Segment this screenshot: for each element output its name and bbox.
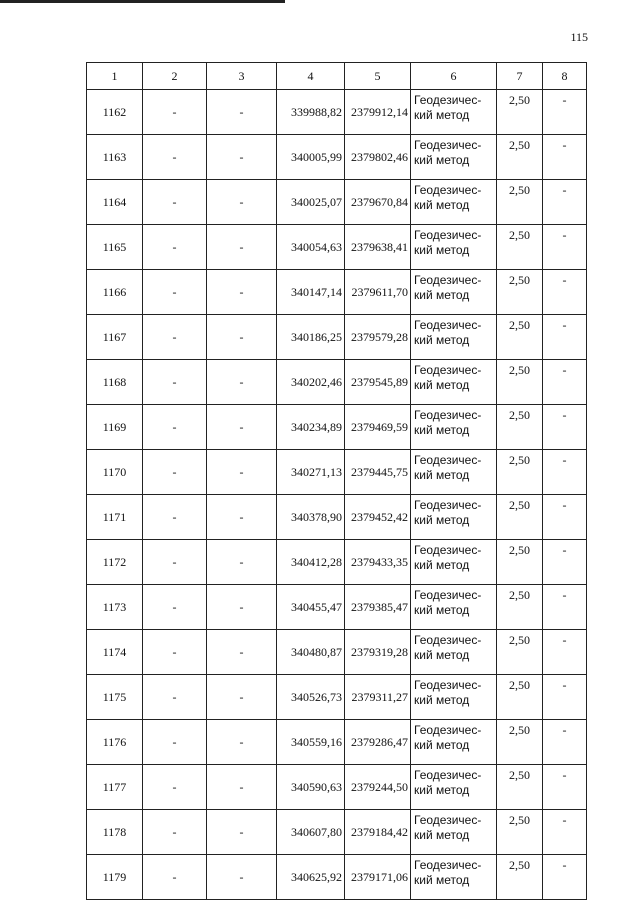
col3-value: - — [207, 540, 277, 585]
header-col-6: 6 — [411, 63, 497, 90]
precision: 2,50 — [497, 180, 543, 225]
method — [411, 540, 497, 585]
table-row — [87, 90, 587, 135]
table-row — [87, 585, 587, 630]
point-number: 1175 — [87, 675, 143, 720]
y-coordinate: 2379184,42 — [345, 810, 411, 855]
method — [411, 450, 497, 495]
table-row — [87, 135, 587, 180]
precision: 2,50 — [497, 855, 543, 900]
col8-value: - — [543, 540, 587, 585]
method-line: кий метод — [414, 243, 470, 257]
col2-value: - — [143, 765, 207, 810]
point-number: 1173 — [87, 585, 143, 630]
col3-value: - — [207, 630, 277, 675]
method-line: кий метод — [414, 333, 470, 347]
method-line: Геодезичес- — [414, 588, 482, 602]
header-col-4: 4 — [277, 63, 345, 90]
method-line: Геодезичес- — [414, 678, 482, 692]
point-number: 1168 — [87, 360, 143, 405]
y-coordinate: 2379452,42 — [345, 495, 411, 540]
y-coordinate: 2379469,59 — [345, 405, 411, 450]
point-number: 1178 — [87, 810, 143, 855]
method-line: кий метод — [414, 198, 470, 212]
method-line: Геодезичес- — [414, 543, 482, 557]
method-line: Геодезичес- — [414, 498, 482, 512]
col2-value: - — [143, 585, 207, 630]
table-row — [87, 720, 587, 765]
col8-value: - — [543, 90, 587, 135]
precision: 2,50 — [497, 90, 543, 135]
col3-value: - — [207, 405, 277, 450]
point-number: 1177 — [87, 765, 143, 810]
col2-value: - — [143, 270, 207, 315]
x-coordinate: 340480,87 — [277, 630, 345, 675]
point-number: 1166 — [87, 270, 143, 315]
table-row — [87, 765, 587, 810]
page-number: 115 — [570, 30, 588, 44]
col3-value: - — [207, 765, 277, 810]
table-row — [87, 855, 587, 900]
point-number: 1174 — [87, 630, 143, 675]
table-row — [87, 540, 587, 585]
method-line: Геодезичес- — [414, 273, 482, 287]
y-coordinate: 2379311,27 — [345, 675, 411, 720]
method — [411, 855, 497, 900]
header-col-2: 2 — [143, 63, 207, 90]
method-line: кий метод — [414, 693, 470, 707]
table-row — [87, 360, 587, 405]
y-coordinate: 2379670,84 — [345, 180, 411, 225]
col3-value: - — [207, 675, 277, 720]
col3-value: - — [207, 270, 277, 315]
col3-value: - — [207, 810, 277, 855]
x-coordinate: 340271,13 — [277, 450, 345, 495]
method-line: Геодезичес- — [414, 813, 482, 827]
method-line: кий метод — [414, 603, 470, 617]
col2-value: - — [143, 180, 207, 225]
col2-value: - — [143, 90, 207, 135]
method-line: кий метод — [414, 873, 470, 887]
col8-value: - — [543, 810, 587, 855]
col8-value: - — [543, 675, 587, 720]
point-number: 1164 — [87, 180, 143, 225]
method-line: кий метод — [414, 558, 470, 572]
col2-value: - — [143, 360, 207, 405]
y-coordinate: 2379244,50 — [345, 765, 411, 810]
x-coordinate: 340025,07 — [277, 180, 345, 225]
method-line: Геодезичес- — [414, 723, 482, 737]
method — [411, 270, 497, 315]
point-number: 1176 — [87, 720, 143, 765]
y-coordinate: 2379171,06 — [345, 855, 411, 900]
header-col-7: 7 — [497, 63, 543, 90]
col8-value: - — [543, 720, 587, 765]
method — [411, 225, 497, 270]
col2-value: - — [143, 810, 207, 855]
col8-value: - — [543, 405, 587, 450]
method-line: Геодезичес- — [414, 633, 482, 647]
header-col-5: 5 — [345, 63, 411, 90]
point-number: 1162 — [87, 90, 143, 135]
x-coordinate: 340526,73 — [277, 675, 345, 720]
method — [411, 675, 497, 720]
col3-value: - — [207, 360, 277, 405]
method — [411, 315, 497, 360]
col3-value: - — [207, 495, 277, 540]
method-line: Геодезичес- — [414, 453, 482, 467]
table-row — [87, 405, 587, 450]
x-coordinate: 340607,80 — [277, 810, 345, 855]
x-coordinate: 340590,63 — [277, 765, 345, 810]
col8-value: - — [543, 180, 587, 225]
table-row — [87, 270, 587, 315]
method — [411, 630, 497, 675]
y-coordinate: 2379545,89 — [345, 360, 411, 405]
method-line: Геодезичес- — [414, 768, 482, 782]
precision: 2,50 — [497, 810, 543, 855]
col2-value: - — [143, 720, 207, 765]
col8-value: - — [543, 225, 587, 270]
table-row — [87, 450, 587, 495]
y-coordinate: 2379638,41 — [345, 225, 411, 270]
method-line: кий метод — [414, 378, 470, 392]
precision: 2,50 — [497, 315, 543, 360]
point-number: 1167 — [87, 315, 143, 360]
method — [411, 90, 497, 135]
point-number: 1165 — [87, 225, 143, 270]
method-line: Геодезичес- — [414, 318, 482, 332]
x-coordinate: 340005,99 — [277, 135, 345, 180]
point-number: 1163 — [87, 135, 143, 180]
precision: 2,50 — [497, 450, 543, 495]
y-coordinate: 2379319,28 — [345, 630, 411, 675]
table-row — [87, 630, 587, 675]
method-line: Геодезичес- — [414, 183, 482, 197]
precision: 2,50 — [497, 585, 543, 630]
method-line: кий метод — [414, 738, 470, 752]
col3-value: - — [207, 90, 277, 135]
method — [411, 405, 497, 450]
precision: 2,50 — [497, 405, 543, 450]
table-row — [87, 180, 587, 225]
col3-value: - — [207, 585, 277, 630]
method-line: Геодезичес- — [414, 408, 482, 422]
y-coordinate: 2379579,28 — [345, 315, 411, 360]
x-coordinate: 340234,89 — [277, 405, 345, 450]
x-coordinate: 339988,82 — [277, 90, 345, 135]
x-coordinate: 340054,63 — [277, 225, 345, 270]
method — [411, 720, 497, 765]
col3-value: - — [207, 180, 277, 225]
table-row — [87, 675, 587, 720]
precision: 2,50 — [497, 675, 543, 720]
col2-value: - — [143, 450, 207, 495]
method — [411, 765, 497, 810]
col8-value: - — [543, 270, 587, 315]
point-number: 1169 — [87, 405, 143, 450]
col2-value: - — [143, 540, 207, 585]
col3-value: - — [207, 450, 277, 495]
table-row — [87, 225, 587, 270]
method-line: кий метод — [414, 423, 470, 437]
x-coordinate: 340186,25 — [277, 315, 345, 360]
method-line: кий метод — [414, 468, 470, 482]
method-line: кий метод — [414, 828, 470, 842]
point-number: 1179 — [87, 855, 143, 900]
method — [411, 810, 497, 855]
col8-value: - — [543, 855, 587, 900]
col3-value: - — [207, 135, 277, 180]
precision: 2,50 — [497, 360, 543, 405]
y-coordinate: 2379445,75 — [345, 450, 411, 495]
header-col-1: 1 — [87, 63, 143, 90]
x-coordinate: 340202,46 — [277, 360, 345, 405]
method-line: кий метод — [414, 153, 470, 167]
precision: 2,50 — [497, 495, 543, 540]
method-line: Геодезичес- — [414, 363, 482, 377]
table-row — [87, 495, 587, 540]
col2-value: - — [143, 855, 207, 900]
y-coordinate: 2379802,46 — [345, 135, 411, 180]
col8-value: - — [543, 495, 587, 540]
method — [411, 495, 497, 540]
col8-value: - — [543, 585, 587, 630]
col2-value: - — [143, 675, 207, 720]
precision: 2,50 — [497, 720, 543, 765]
table-row — [87, 810, 587, 855]
precision: 2,50 — [497, 270, 543, 315]
method-line: Геодезичес- — [414, 228, 482, 242]
x-coordinate: 340455,47 — [277, 585, 345, 630]
method — [411, 135, 497, 180]
header-col-8: 8 — [543, 63, 587, 90]
y-coordinate: 2379433,35 — [345, 540, 411, 585]
col8-value: - — [543, 765, 587, 810]
col3-value: - — [207, 720, 277, 765]
x-coordinate: 340625,92 — [277, 855, 345, 900]
col2-value: - — [143, 225, 207, 270]
x-coordinate: 340378,90 — [277, 495, 345, 540]
point-number: 1172 — [87, 540, 143, 585]
x-coordinate: 340147,14 — [277, 270, 345, 315]
col2-value: - — [143, 630, 207, 675]
method-line: кий метод — [414, 783, 470, 797]
col8-value: - — [543, 630, 587, 675]
method — [411, 360, 497, 405]
coordinates-table — [86, 62, 587, 900]
precision: 2,50 — [497, 630, 543, 675]
y-coordinate: 2379912,14 — [345, 90, 411, 135]
col2-value: - — [143, 315, 207, 360]
col3-value: - — [207, 855, 277, 900]
col2-value: - — [143, 495, 207, 540]
precision: 2,50 — [497, 540, 543, 585]
point-number: 1171 — [87, 495, 143, 540]
y-coordinate: 2379286,47 — [345, 720, 411, 765]
method-line: кий метод — [414, 288, 470, 302]
method — [411, 585, 497, 630]
col8-value: - — [543, 135, 587, 180]
x-coordinate: 340559,16 — [277, 720, 345, 765]
point-number: 1170 — [87, 450, 143, 495]
y-coordinate: 2379611,70 — [345, 270, 411, 315]
col2-value: - — [143, 135, 207, 180]
method-line: кий метод — [414, 513, 470, 527]
col8-value: - — [543, 315, 587, 360]
precision: 2,50 — [497, 135, 543, 180]
method-line: кий метод — [414, 108, 470, 122]
method-line: Геодезичес- — [414, 858, 482, 872]
table-body — [87, 90, 587, 900]
precision: 2,50 — [497, 765, 543, 810]
method — [411, 180, 497, 225]
col2-value: - — [143, 405, 207, 450]
method-line: Геодезичес- — [414, 93, 482, 107]
top-rule — [0, 0, 285, 3]
table-row — [87, 315, 587, 360]
x-coordinate: 340412,28 — [277, 540, 345, 585]
header-col-3: 3 — [207, 63, 277, 90]
col8-value: - — [543, 450, 587, 495]
header-row — [87, 63, 587, 90]
method-line: кий метод — [414, 648, 470, 662]
method-line: Геодезичес- — [414, 138, 482, 152]
col8-value: - — [543, 360, 587, 405]
col3-value: - — [207, 315, 277, 360]
y-coordinate: 2379385,47 — [345, 585, 411, 630]
precision: 2,50 — [497, 225, 543, 270]
col3-value: - — [207, 225, 277, 270]
